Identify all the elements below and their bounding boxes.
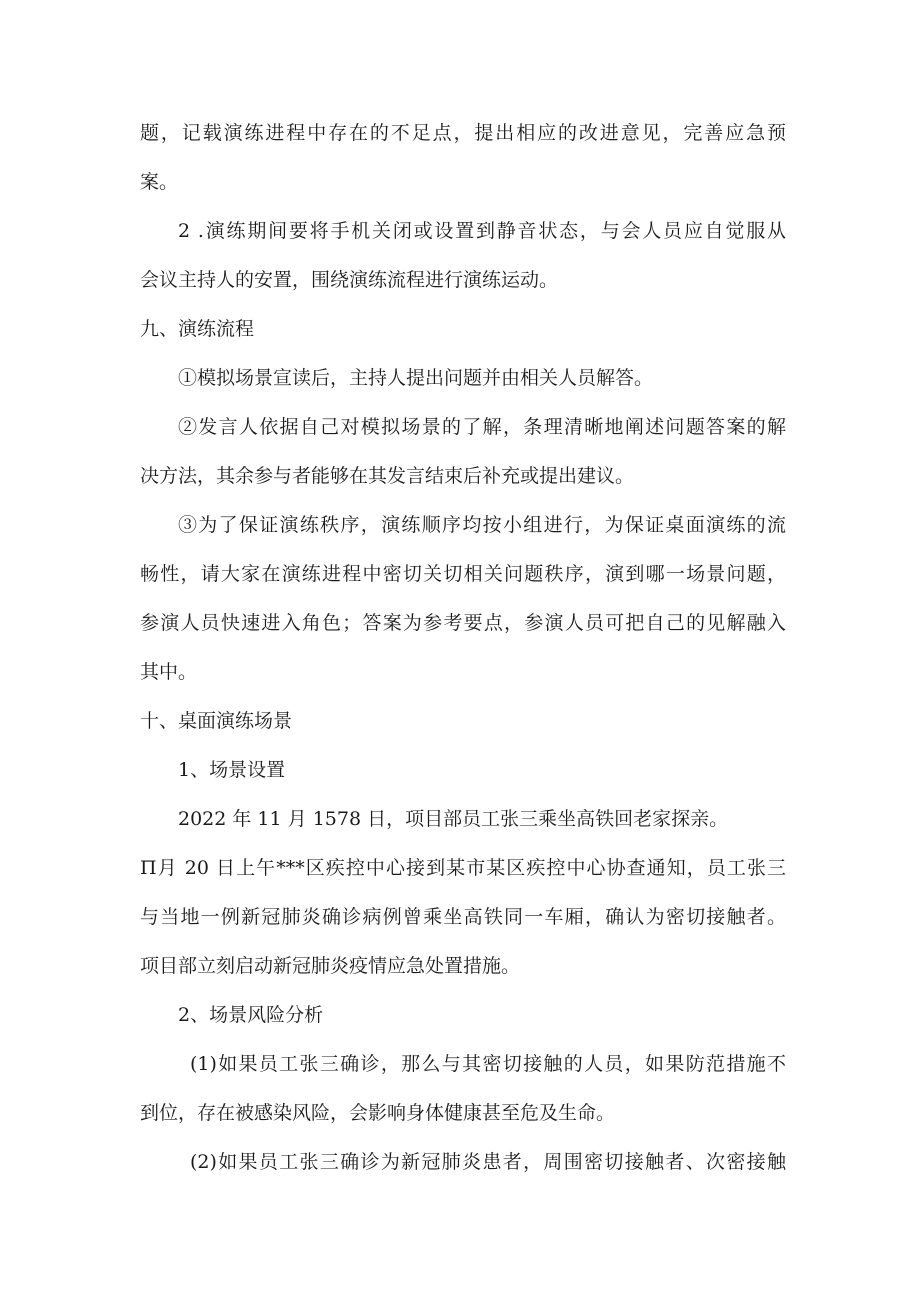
paragraph-line: 畅性，请大家在演练进程中密切关切相关问题秩序，演到哪一场景问题， (140, 563, 786, 585)
list-item-2-line: 2 .演练期间要将手机关闭或设置到静音状态，与会人员应自觉服从 (178, 220, 786, 242)
paragraph-line: 2022 年 11 月 1578 日，项目部员工张三乘坐高铁回老家探亲。 (178, 808, 729, 830)
paragraph-line: 会议主持人的安置，围绕演练流程进行演练运动。 (140, 269, 559, 291)
list-item-paren-2: (2)如果员工张三确诊为新冠肺炎患者，周围密切接触者、次密接触 (190, 1151, 786, 1173)
paragraph-line: 到位，存在被感染风险，会影响身体健康甚至危及生命。 (140, 1102, 616, 1124)
paragraph-line: 题，记载演练进程中存在的不足点，提出相应的改进意见，完善应急预 (140, 122, 786, 144)
paragraph-line: 其中。 (140, 661, 198, 683)
list-item-circled-3: ③为了保证演练秩序，演练顺序均按小组进行，为保证桌面演练的流 (178, 514, 786, 536)
paragraph-line: 项目部立刻启动新冠肺炎疫情应急处置措施。 (140, 955, 521, 977)
paragraph-line: 与当地一例新冠肺炎确诊病例曾乘坐高铁同一车厢，确认为密切接触者。 (140, 906, 786, 928)
list-item-circled-1: ①模拟场景宣读后，主持人提出问题并由相关人员解答。 (178, 367, 654, 389)
subheading-risk-analysis: 2、场景风险分析 (178, 1004, 324, 1026)
subheading-scene-setup: 1、场景设置 (178, 759, 286, 781)
paragraph-line: 决方法，其余参与者能够在其发言结束后补充或提出建议。 (140, 465, 635, 487)
paragraph-line: 参演人员快速进入角色；答案为参考要点，参演人员可把自己的见解融入 (140, 612, 786, 634)
paragraph-line: Π月 20 日上午***区疾控中心接到某市某区疾控中心协查通知，员工张三 (140, 857, 786, 879)
list-item-circled-2: ②发言人依据自己对模拟场景的了解，条理清晰地阐述问题答案的解 (178, 416, 786, 438)
section-heading-10: 十、桌面演练场景 (140, 710, 293, 732)
section-heading-9: 九、演练流程 (140, 318, 255, 340)
list-item-paren-1: (1)如果员工张三确诊，那么与其密切接触的人员，如果防范措施不 (190, 1053, 786, 1075)
paragraph-line: 案。 (140, 171, 179, 193)
